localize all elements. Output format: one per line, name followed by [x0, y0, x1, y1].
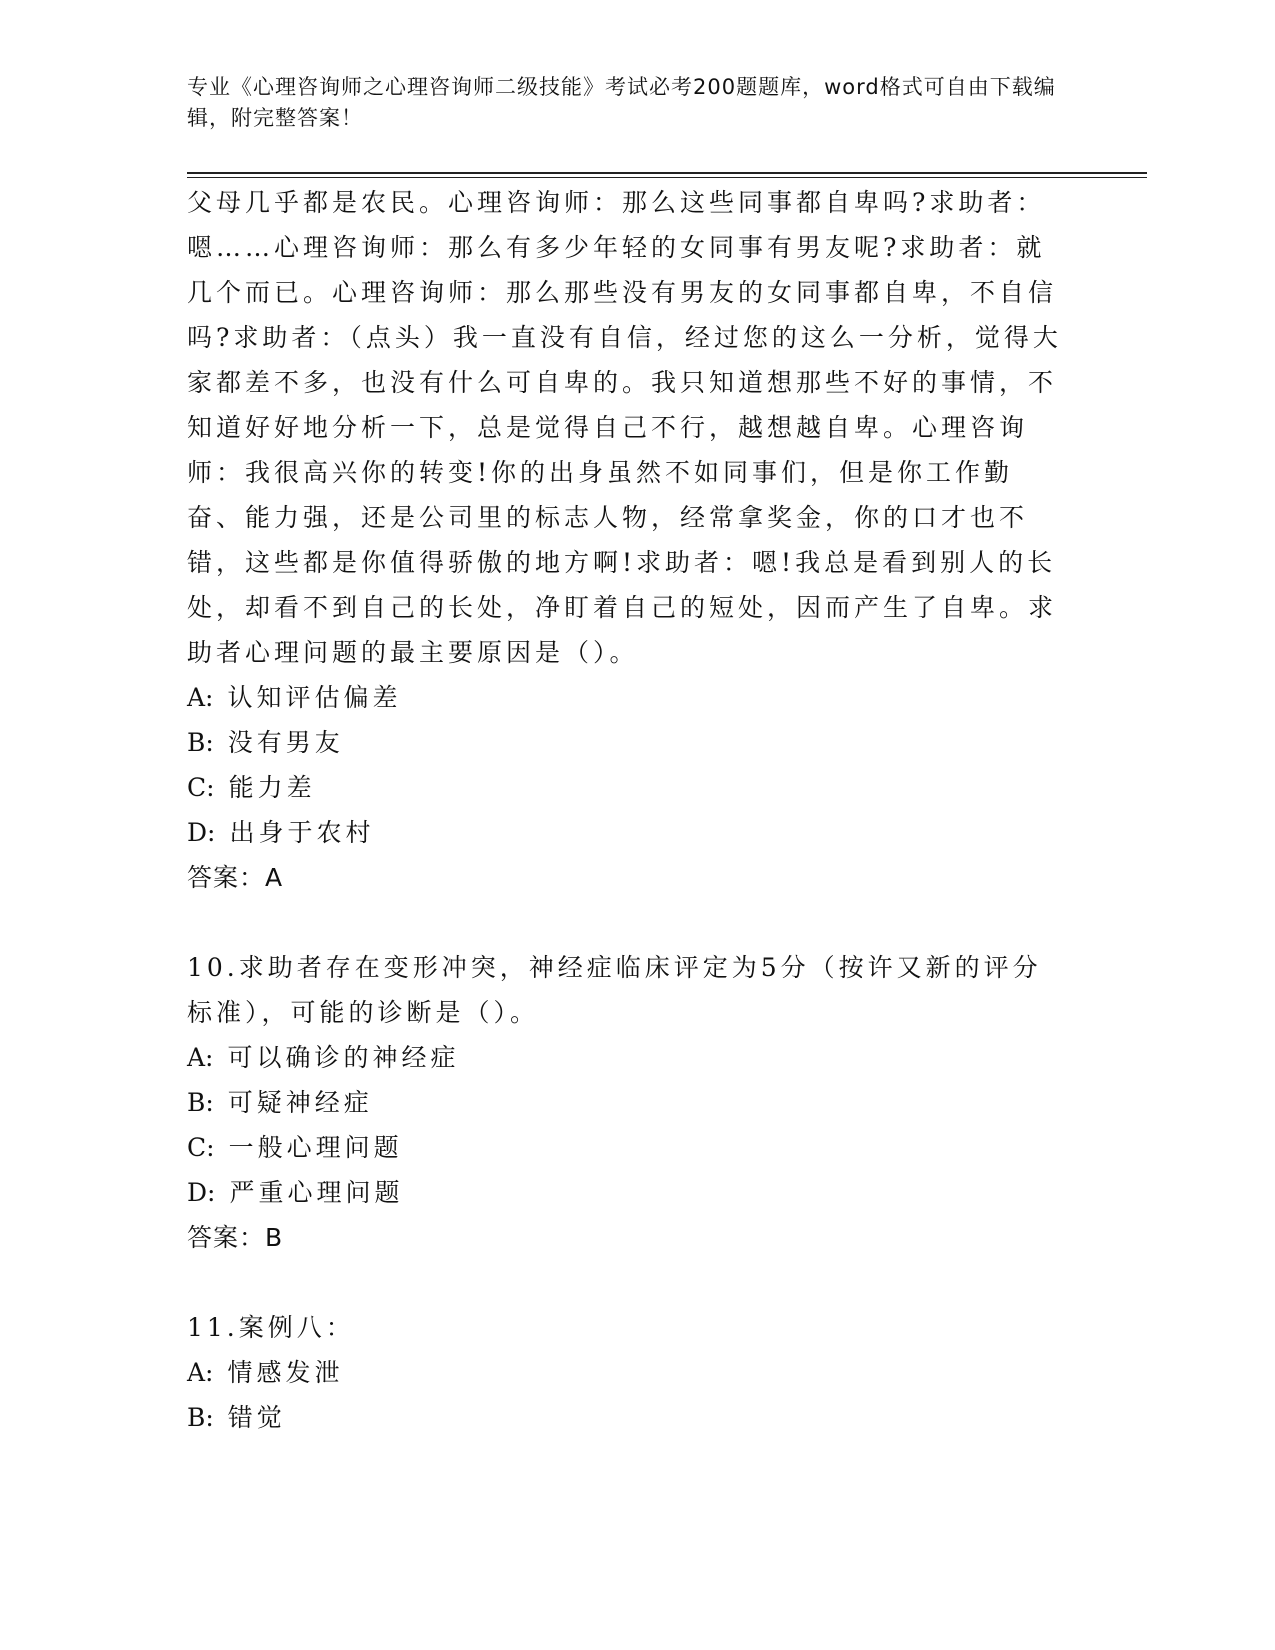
question-9-option-d — [187, 810, 1147, 855]
header-divider-thin — [187, 177, 1147, 178]
question-9-answer: 答案：A — [187, 863, 284, 892]
question-9-option-a — [187, 675, 1147, 720]
question-9-text: 父母几乎都是农民。心理咨询师：那么这些同事都自卑吗?求助者：嗯……心理咨询师：那么有多少年轻的女同事有男友呢?求助者：就几个而已。心理咨询师：那么那些没有男友的女同事都自卑，不自信吗?求助者：（点头）我一直没有自信，经过您的这么一分析，觉得大家都差不多，也没有什么可自卑的。我只知道想那些不好的事情，不知道好好地分析一下，总是觉得自己不行，越想越自卑。心理咨询师：我很高兴你的转变!你的出身虽然不如同事们，但是你工作勤奋、能力强，还是公司里的标志人物，经常拿奖金，你的口才也不错，这些都是你值得骄傲的地方啊!求助者：嗯!我总是看到别人的长处，却看不到自己的长处，净盯着自己的短处，因而产生了自卑。求助者心理问题的最主要原因是（）。 — [187, 188, 1062, 667]
question-10-option-d — [187, 1170, 1147, 1215]
spacer — [187, 900, 1147, 945]
question-9-option-c — [187, 765, 1147, 810]
question-10-option-b — [187, 1080, 1147, 1125]
option-key: D: — [187, 1178, 216, 1207]
header-divider-thick — [187, 172, 1147, 174]
option-text: 情感发泄 — [227, 1358, 344, 1387]
option-text: 一般心理问题 — [228, 1133, 403, 1162]
question-11-option-b — [187, 1395, 1147, 1440]
document-header: 专业《心理咨询师之心理咨询师二级技能》考试必考200题题库，word格式可自由下载编辑，附完整答案！ — [187, 75, 1056, 130]
option-key: A: — [187, 1358, 214, 1387]
question-10 — [187, 945, 1147, 1260]
question-11-text: 11.案例八： — [187, 1313, 355, 1342]
option-key: C: — [187, 1133, 215, 1162]
option-text: 可疑神经症 — [227, 1088, 373, 1117]
option-key: D: — [187, 818, 216, 847]
question-11-option-a — [187, 1350, 1147, 1395]
option-text: 没有男友 — [227, 728, 344, 757]
question-10-option-c — [187, 1125, 1147, 1170]
option-text: 可以确诊的神经症 — [227, 1043, 460, 1072]
option-text: 严重心理问题 — [229, 1178, 404, 1207]
option-key: B: — [187, 1403, 214, 1432]
option-key: C: — [187, 773, 215, 802]
option-text: 认知评估偏差 — [227, 683, 402, 712]
option-text: 能力差 — [228, 773, 316, 802]
document-page — [187, 72, 1147, 1440]
question-10-text: 10.求助者存在变形冲突，神经症临床评定为5分（按许又新的评分标准），可能的诊断是（）。 — [187, 953, 1042, 1027]
spacer — [187, 1260, 1147, 1305]
question-11 — [187, 1305, 1147, 1440]
question-9-option-b — [187, 720, 1147, 765]
option-key: B: — [187, 728, 214, 757]
option-key: A: — [187, 683, 214, 712]
option-key: B: — [187, 1088, 214, 1117]
question-10-option-a — [187, 1035, 1147, 1080]
option-text: 错觉 — [227, 1403, 286, 1432]
option-text: 出身于农村 — [229, 818, 375, 847]
question-9 — [187, 180, 1147, 900]
option-key: A: — [187, 1043, 214, 1072]
question-10-answer: 答案：B — [187, 1223, 284, 1252]
